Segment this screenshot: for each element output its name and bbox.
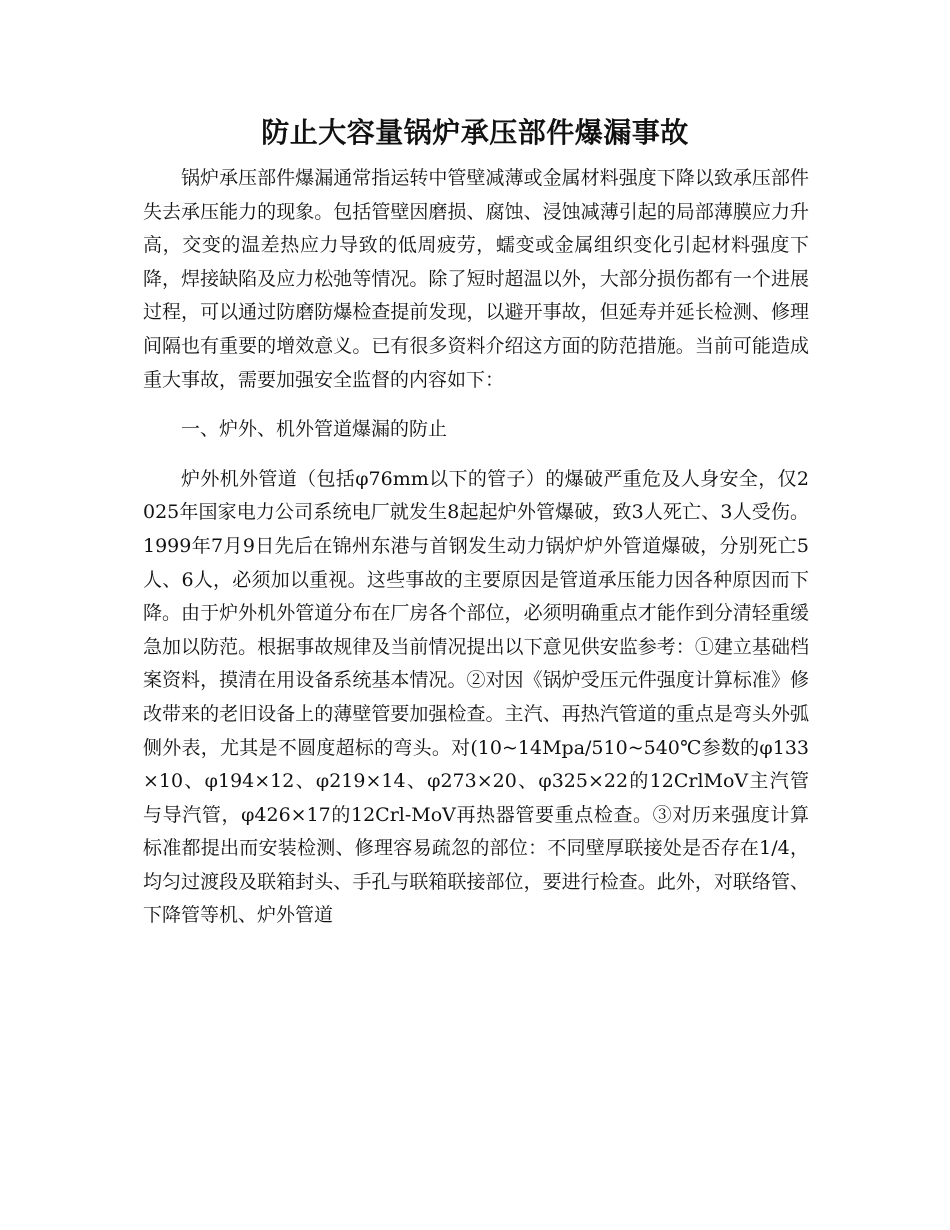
section-heading: 一、炉外、机外管道爆漏的防止 — [181, 418, 448, 441]
section-paragraph: 炉外机外管道（包括φ76mm以下的管子）的爆破严重危及人身安全，仅2025年国家电力公司系统电厂就发生8起起炉外管爆破，致3人死亡、3人受伤。1999年7月9日先后在锦州东港与首钢发生动力锅炉炉外管道爆破，分别死亡5人、6人，必须加以重视。这些事故的主要原因是管道承压能力因各种原因而下降。由于炉外机外管道分布在厂房各个部位，必须明确重点才能作到分清轻重缓急加以防范。根据事故规律及当前情况提出以下意见供安监参考：①建立基础档案资料，摸清在用设备系统基本情况。②对因《锅炉受压元件强度计算标准》修改带来的老旧设备上的薄壁管要加强检查。主汽、再热汽管道的重点是弯头外弧侧外表，尤其是不圆度超标的弯头。对(10~14Mpa/510~540℃参数的φ133×10、φ194×12、φ219×14、φ273×20、φ325×22的12CrlMoV主汽管与导汽管，φ426×17的12Crl-MoV再热器管要重点检查。③对历来强度计算标准都提出而安装检测、修理容易疏忽的部位：不同壁厚联接处是否存在1/4，均匀过渡段及联箱封头、手孔与联箱联接部位，要进行检查。此外，对联络管、下降管等机、炉外管道 — [143, 467, 809, 927]
document-title: 防止大容量锅炉承压部件爆漏事故 — [261, 116, 689, 149]
intro-paragraph: 锅炉承压部件爆漏通常指运转中管壁减薄或金属材料强度下降以致承压部件失去承压能力的现象。包括管壁因磨损、腐蚀、浸蚀减薄引起的局部薄膜应力升高，交变的温差热应力导致的低周疲劳，蠕变或金属组织变化引起材料强度下降，焊接缺陷及应力松弛等情况。除了短时超温以外，大部分损伤都有一个进展过程，可以通过防磨防爆检查提前发现，以避开事故，但延寿并延长检测、修理间隔也有重要的增效意义。已有很多资料介绍这方面的防范措施。当前可能造成重大事故，需要加强安全监督的内容如下： — [143, 167, 809, 391]
document-body — [143, 162, 809, 933]
